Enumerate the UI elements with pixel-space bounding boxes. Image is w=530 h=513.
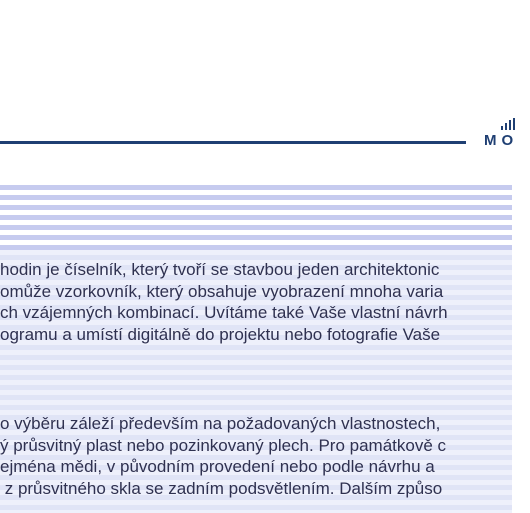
paragraph-2 <box>0 413 520 500</box>
text-line: ý průsvitný plast nebo pozinkovaný plech. Pro památkově c <box>0 435 447 455</box>
text-line: hodin je číselník, který tvoří se stavbou jeden architektonic <box>0 260 440 279</box>
text-line: ejména mědi, v původním provedení nebo podle návrhu a <box>0 457 435 477</box>
text-line: o výběru záleží především na požadovaných vlastnostech, <box>0 414 441 433</box>
logo-text: MO <box>484 132 519 149</box>
logo-bars-icon <box>501 118 515 130</box>
text-line: omůže vzorkovník, který obsahuje vyobrazení mnoha varia <box>0 281 444 301</box>
text-line: ch vzájemných kombinací. Uvítáme také Vaše vlastní návrh <box>0 303 448 323</box>
paragraph-1 <box>0 259 520 346</box>
text-line: ogramu a umístí digitálně do projektu nebo fotografie Vaše <box>0 325 441 345</box>
header-rule <box>0 141 466 144</box>
text-line: z průsvitného skla se zadním podsvětlením. Dalším způso <box>0 479 443 499</box>
decorative-stripes <box>0 185 512 250</box>
company-logo <box>470 116 530 152</box>
